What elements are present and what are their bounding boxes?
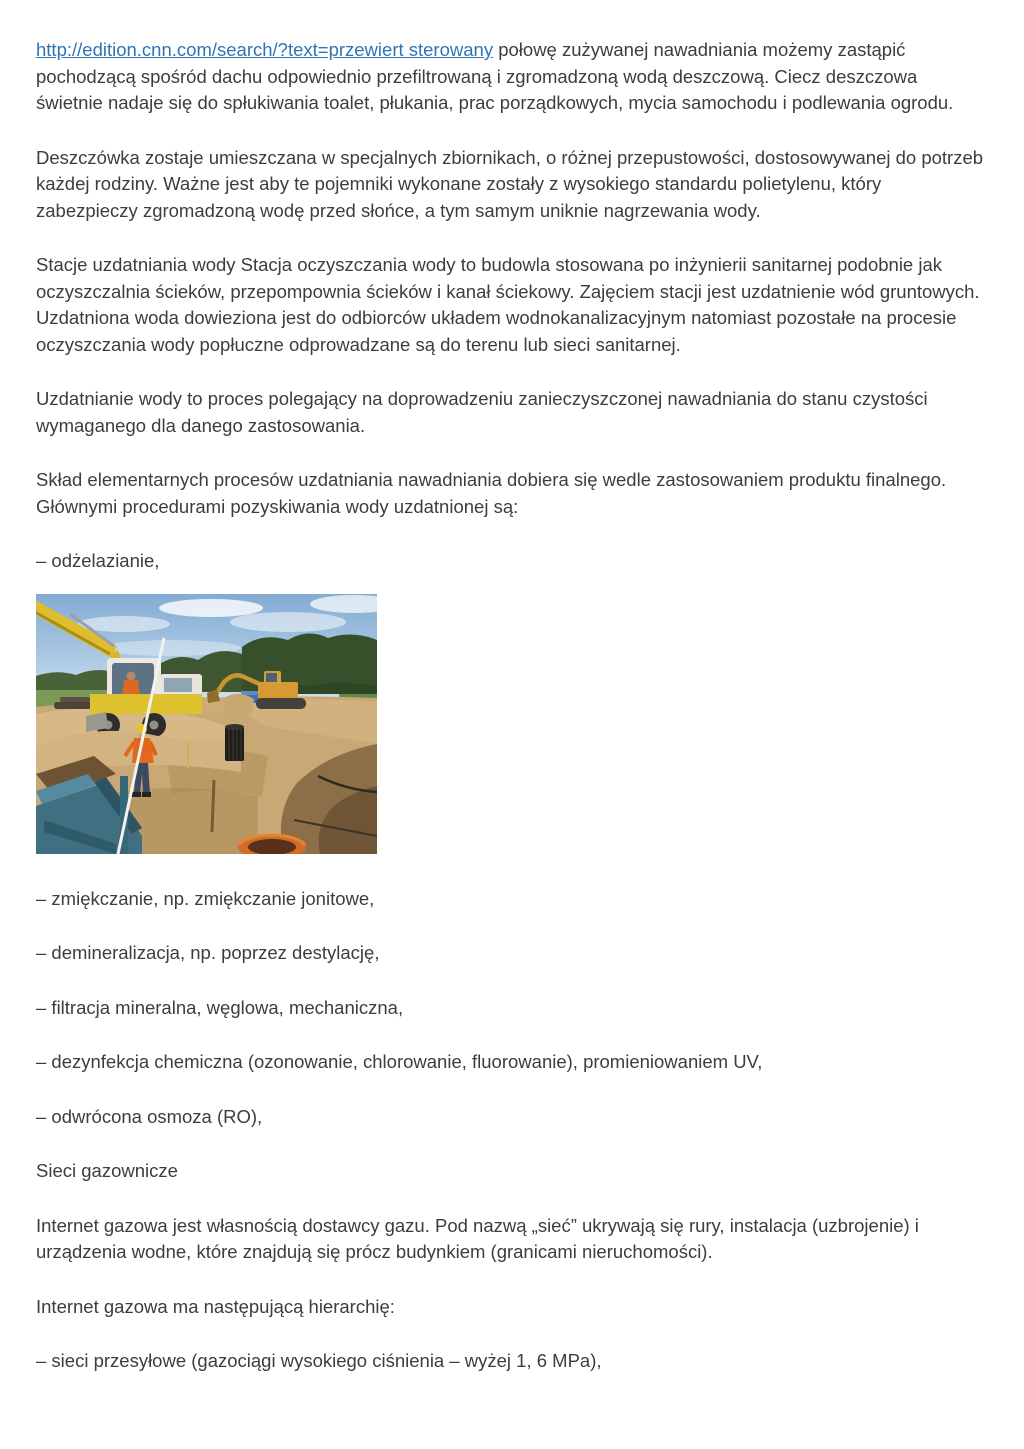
paragraph-sklad-procesow: Skład elementarnych procesów uzdatniania nawadniania dobiera się wedle zastosowaniem produktu finalnego. Głównymi procedurami pozyskiwania wody uzdatnionej są:: [36, 469, 947, 517]
paragraph-stacje-uzdatniania: Stacje uzdatniania wody Stacja oczyszczania wody to budowla stosowana po inżynierii sanitarnej podobnie jak oczyszczalnia ścieków, przepompownia ścieków i kanał ściekowy. Zajęciem stacji jest uzdatnienie wód gruntowych. Uzdatniona woda dowieziona jest do odbiorców układem wodnokanalizacyjnym natomiast pozostałe na procesie oczyszczania wody popłuczne odprowadzane są do terenu lub sieci sanitarnej.: [36, 254, 980, 355]
list-item-dezynfekcja: – dezynfekcja chemiczna (ozonowanie, chlorowanie, fluorowanie), promieniowaniem UV,: [36, 1051, 763, 1072]
list-item-demineralizacja: – demineralizacja, np. poprzez destylację,: [36, 942, 380, 963]
paragraph-intro: [36, 37, 988, 117]
paragraph-hierarchia: Internet gazowa ma następującą hierarchię:: [36, 1295, 395, 1317]
construction-photo-svg: [36, 594, 377, 854]
list-item-zmiekczanie: – zmiękczanie, np. zmiękczanie jonitowe,: [36, 887, 375, 909]
construction-photo: [36, 594, 377, 854]
list-item-odwrocona-osmoza: – odwrócona osmoza (RO),: [36, 1105, 263, 1127]
pipe-pile: [54, 697, 96, 709]
list-item-odzelazianie: – odżelazianie,: [36, 550, 160, 571]
intro-text: połowę zużywanej nawadniania możemy zastąpić pochodzącą spośród dachu odpowiednio przefiltrowaną i zgromadzoną wodą deszczową. Ciecz deszczowa świetnie nadaje się do spłukiwania toalet, płukania, prac porządkowych, mycia samochodu i podlewania ogrodu.: [36, 39, 954, 113]
cnn-search-link[interactable]: http://edition.cnn.com/search/?text=przewiert sterowany: [36, 39, 494, 60]
list-item-sieci-przesylowe: – sieci przesyłowe (gazociągi wysokiego ciśnienia – wyżej 1, 6 MPa),: [36, 1350, 602, 1371]
heading-sieci-gazownicze: Sieci gazownicze: [36, 1160, 178, 1181]
paragraph-internet-gazowa: Internet gazowa jest własnością dostawcy gazu. Pod nazwą „sieć” ukrywają się rury, instalacja (uzbrojenie) i urządzenia wodne, które znajdują się prócz budynkiem (granicami nieruchomości).: [36, 1214, 919, 1262]
paragraph-deszczowka: Deszczówka zostaje umieszczana w specjalnych zbiornikach, o różnej przepustowości, dostosowywanej do potrzeb każdej rodziny. Ważne jest aby te pojemniki wykonane zostały z wysokiego standardu polietylenu, który zabezpieczy zgromadzoną wodę przed słońce, a tym samym uniknie nagrzewania wody.: [36, 146, 984, 221]
list-item-filtracja: – filtracja mineralna, węglowa, mechaniczna,: [36, 996, 404, 1018]
paragraph-uzdatnianie-wody: Uzdatnianie wody to proces polegający na doprowadzeniu zanieczyszczonej nawadniania do stanu czystości wymaganego dla danego zastosowania.: [36, 388, 928, 436]
corrugated-well: [225, 724, 244, 761]
wooden-stake: [212, 780, 214, 832]
